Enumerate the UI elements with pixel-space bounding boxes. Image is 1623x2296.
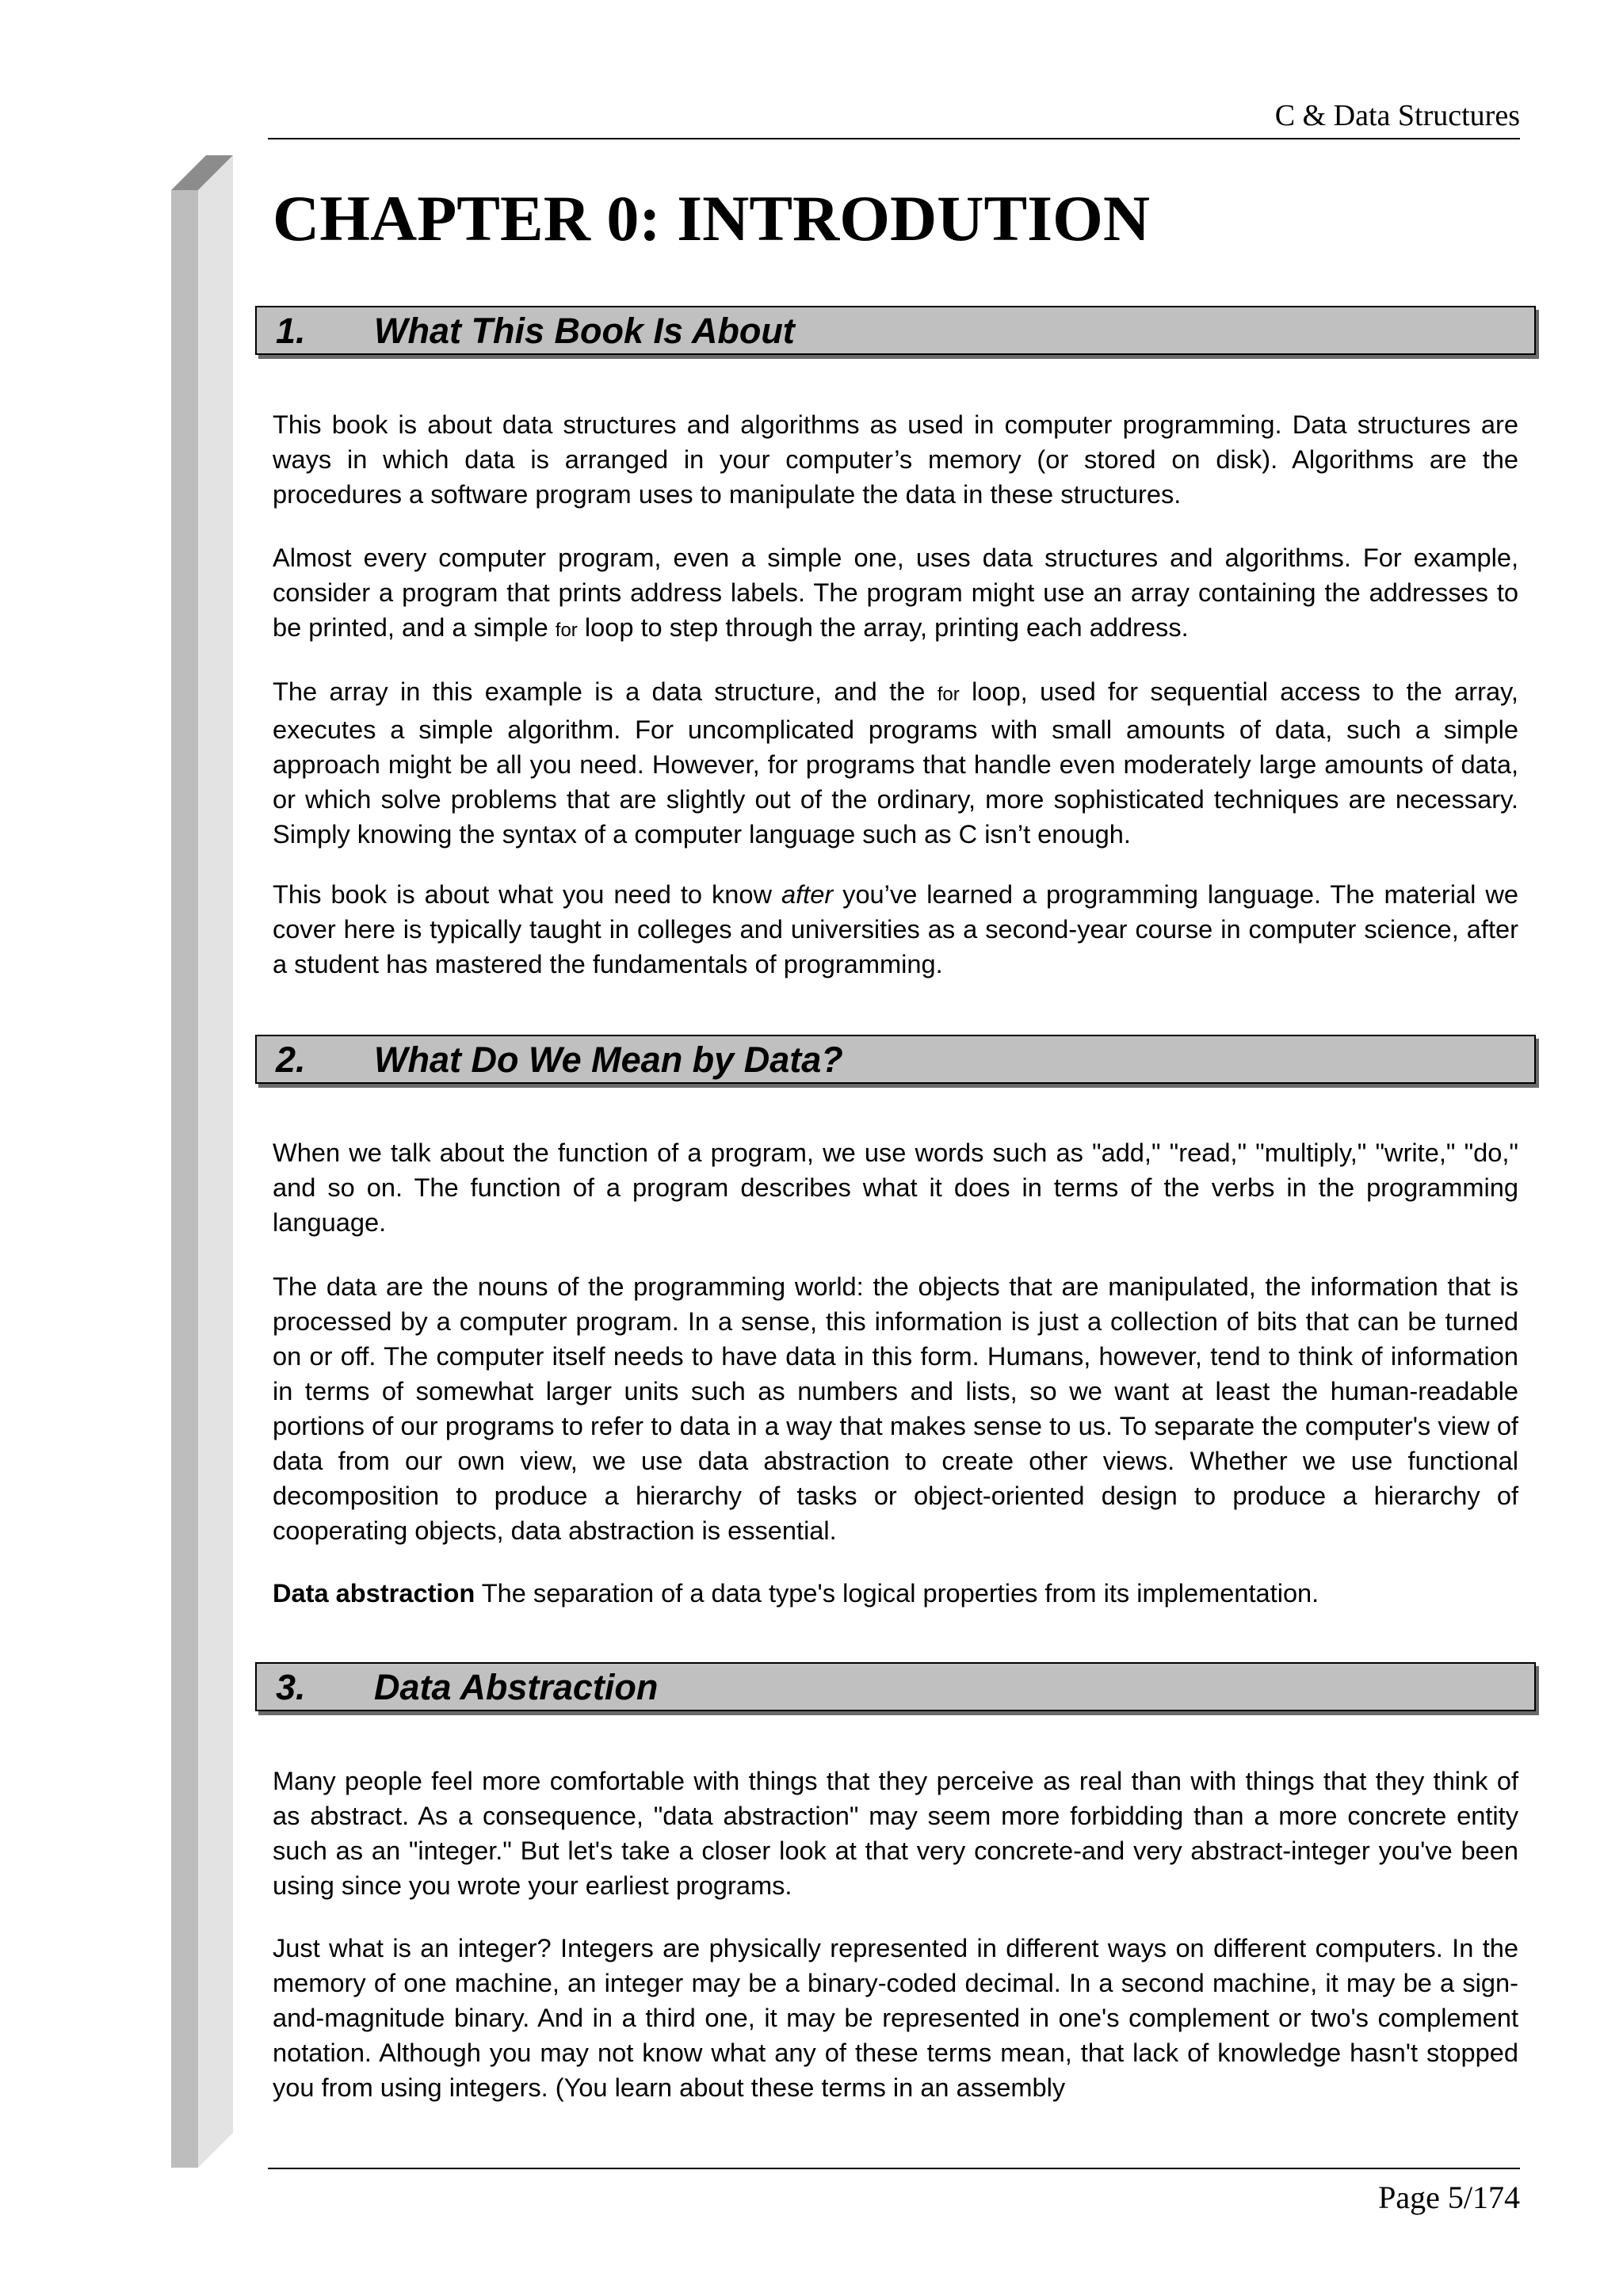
paragraph [273, 877, 1518, 982]
running-header [268, 97, 1520, 139]
definition-term: Data abstraction [273, 1578, 475, 1608]
page-footer [268, 2168, 1520, 2215]
section-heading-1 [255, 306, 1536, 355]
definition-text: The separation of a data type's logical properties from its implementation. [475, 1578, 1319, 1608]
paragraph-text: loop to step through the array, printing each address. [577, 612, 1189, 642]
paragraph: Many people feel more comfortable with things that they perceive as real than with things that they think of as abstract. As a consequence, "data abstraction" may seem more forbidding than a more concrete entity such as an "integer." But let's take a closer look at that very concrete-and very abstract-integer you've been using since you wrote your earliest programs. [273, 1766, 1518, 1900]
emphasis: after [781, 879, 834, 909]
paragraph-text: loop, used for sequential access to the array, executes a simple algorithm. For uncomplicated programs with small amounts of data, such a simple approach might be all you need. However, for programs that handle even moderately large amounts of data, or which solve problems that are slightly out of the ordinary, more sophisticated techniques are necessary. Simply knowing the syntax of a computer language such as C isn’t enough. [273, 677, 1518, 849]
paragraph [273, 540, 1518, 648]
section-heading-3 [255, 1662, 1536, 1711]
definition-paragraph [273, 1576, 1518, 1611]
code-keyword: for [555, 620, 578, 641]
section-heading-2 [255, 1035, 1536, 1084]
paragraph-text: Almost every computer program, even a simple one, uses data structures and algorithms. For example, consider a program that prints address labels. The program might use an array containing the addresses to be printed, and a simple [273, 543, 1518, 642]
running-header-title: C & Data Structures [1274, 99, 1520, 132]
paragraph: The data are the nouns of the programming world: the objects that are manipulated, the information that is processed by a computer program. In a sense, this information is just a collection of bits that can be turned on or off. The computer itself needs to have data in this form. Humans, however, tend to think of information in terms of somewhat larger units such as numbers and lists, so we want at least the human-readable portions of our programs to refer to data in a way that makes sense to us. To separate the computer's view of data from our own view, we use data abstraction to create other views. Whether we use functional decomposition to produce a hierarchy of tasks or object-oriented design to produce a hierarchy of cooperating objects, data abstraction is essential. [273, 1272, 1518, 1545]
paragraph: This book is about data structures and algorithms as used in computer programming. Data structures are ways in which data is arranged in your computer’s memory (or stored on disk). Algorithms are the procedures a software program uses to manipulate the data in these structures. [273, 410, 1518, 509]
paragraph: When we talk about the function of a program, we use words such as "add," "read," "multiply," "write," "do," and so on. The function of a program describes what it does in terms of the verbs in the programming language. [273, 1138, 1518, 1237]
section-number: 1. [276, 311, 306, 351]
paragraph-text: The array in this example is a data structure, and the [273, 677, 938, 706]
paragraph-text: This book is about what you need to know [273, 879, 781, 909]
decorative-side-bar [171, 155, 235, 2168]
section-number: 3. [276, 1667, 306, 1707]
code-keyword: for [937, 684, 960, 705]
paragraph: Just what is an integer? Integers are physically represented in different ways on different computers. In the memory of one machine, an integer may be a binary-coded decimal. In a second machine, it may be a sign-and-magnitude binary. And in a third one, it may be represented in one's complement or two's complement notation. Although you may not know what any of these terms mean, that lack of knowledge hasn't stopped you from using integers. (You learn about these terms in an assembly [273, 1933, 1518, 2102]
paragraph [273, 674, 1518, 852]
section-title: What This Book Is About [374, 311, 795, 351]
chapter-title: CHAPTER 0: INTRODUTION [273, 182, 1151, 254]
section-title: What Do We Mean by Data? [374, 1039, 843, 1080]
section-title: Data Abstraction [374, 1667, 659, 1707]
section-number: 2. [276, 1039, 306, 1080]
paragraph-text: you’ve learned a programming language. The material we cover here is typically taught in colleges and universities as a second-year course in computer science, after a student has mastered the fundamentals of programming. [273, 879, 1518, 978]
page-number: Page 5/174 [1378, 2180, 1520, 2215]
